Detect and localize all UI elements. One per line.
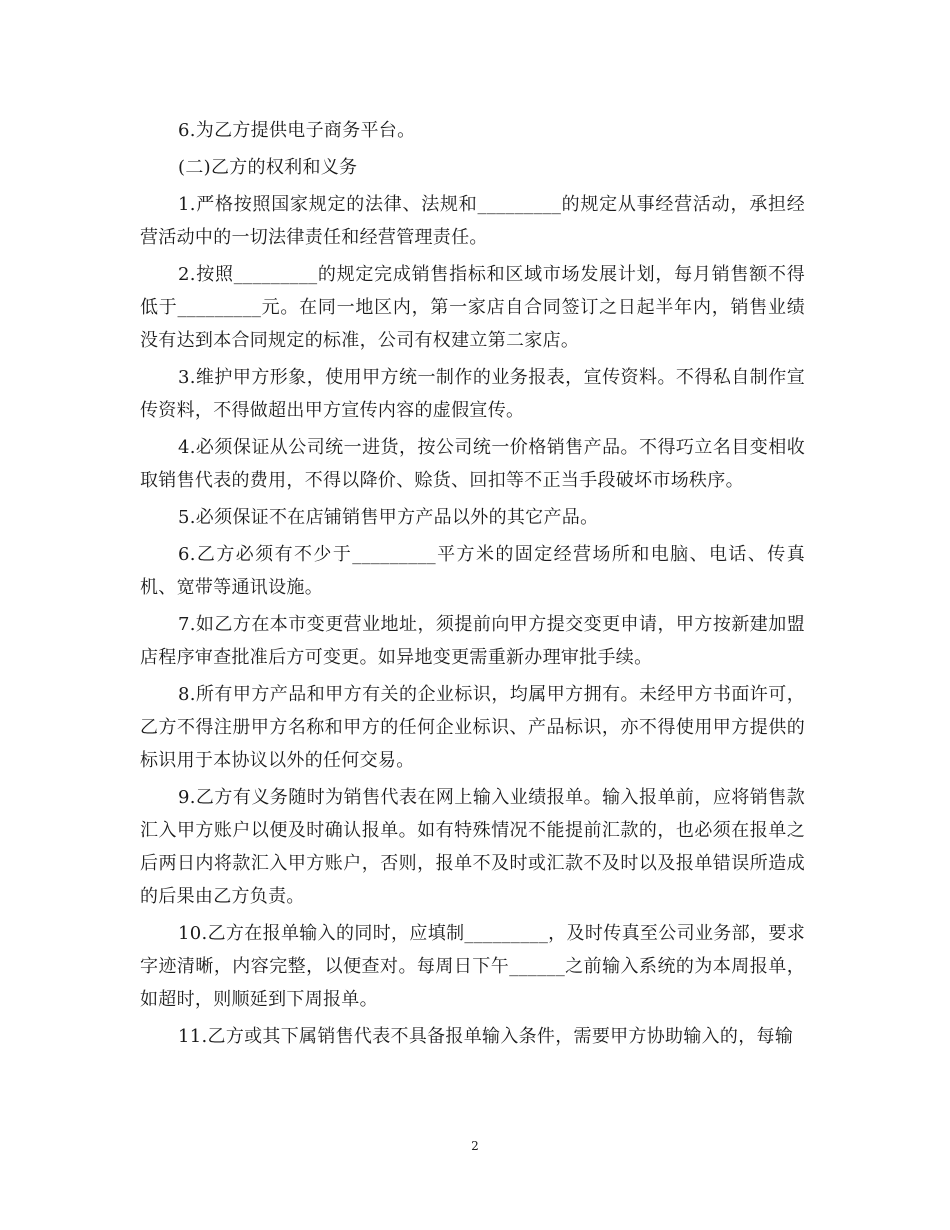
- paragraph-1: 6.为乙方提供电子商务平台。: [178, 120, 416, 141]
- clause-1: 1.严格按照国家规定的法律、法规和_________的规定从事经营活动，承担经营活动中的一切法律责任和经营管理责任。: [140, 194, 805, 248]
- clause-2: 2.按照_________的规定完成销售指标和区域市场发展计划，每月销售额不得低于_________元。在同一地区内，第一家店自合同签订之日起半年内，销售业绩没有达到本合同规定的标准，公司有权建立第二家店。: [140, 264, 805, 351]
- clause-3: 3.维护甲方形象，使用甲方统一制作的业务报表，宣传资料。不得私自制作宣传资料，不得做超出甲方宣传内容的虚假宣传。: [140, 367, 805, 421]
- clause-9: 9.乙方有义务随时为销售代表在网上输入业绩报单。输入报单前，应将销售款汇入甲方账户以便及时确认报单。如有特殊情况不能提前汇款的，也必须在报单之后两日内将款汇入甲方账户，否则，报单不及时或汇款不及时以及报单错误所造成的后果由乙方负责。: [140, 787, 805, 907]
- clause-6: 6.乙方必须有不少于_________平方米的固定经营场所和电脑、电话、传真机、宽带等通讯设施。: [140, 544, 805, 598]
- clause-8: 8.所有甲方产品和甲方有关的企业标识，均属甲方拥有。未经甲方书面许可，乙方不得注册甲方名称和甲方的任何企业标识、产品标识，亦不得使用甲方提供的标识用于本协议以外的任何交易。: [140, 684, 805, 771]
- clause-7: 7.如乙方在本市变更营业地址，须提前向甲方提交变更申请，甲方按新建加盟店程序审查批准后方可变更。如异地变更需重新办理审批手续。: [140, 614, 805, 668]
- clause-10: 10.乙方在报单输入的同时，应填制_________，及时传真至公司业务部，要求字迹清晰，内容完整，以便查对。每周日下午______之前输入系统的为本周报单，如超时，则顺延到下周报单。: [140, 923, 805, 1010]
- section-heading: (二)乙方的权利和义务: [178, 157, 358, 178]
- document-body: [140, 114, 805, 1057]
- clause-5: 5.必须保证不在店铺销售甲方产品以外的其它产品。: [178, 507, 599, 528]
- page-number: 2: [471, 1139, 479, 1153]
- clause-4: 4.必须保证从公司统一进货，按公司统一价格销售产品。不得巧立名目变相收取销售代表的费用，不得以降价、赊货、回扣等不正当手段破坏市场秩序。: [140, 437, 805, 491]
- clause-11: 11.乙方或其下属销售代表不具备报单输入条件，需要甲方协助输入的，每输: [178, 1026, 794, 1047]
